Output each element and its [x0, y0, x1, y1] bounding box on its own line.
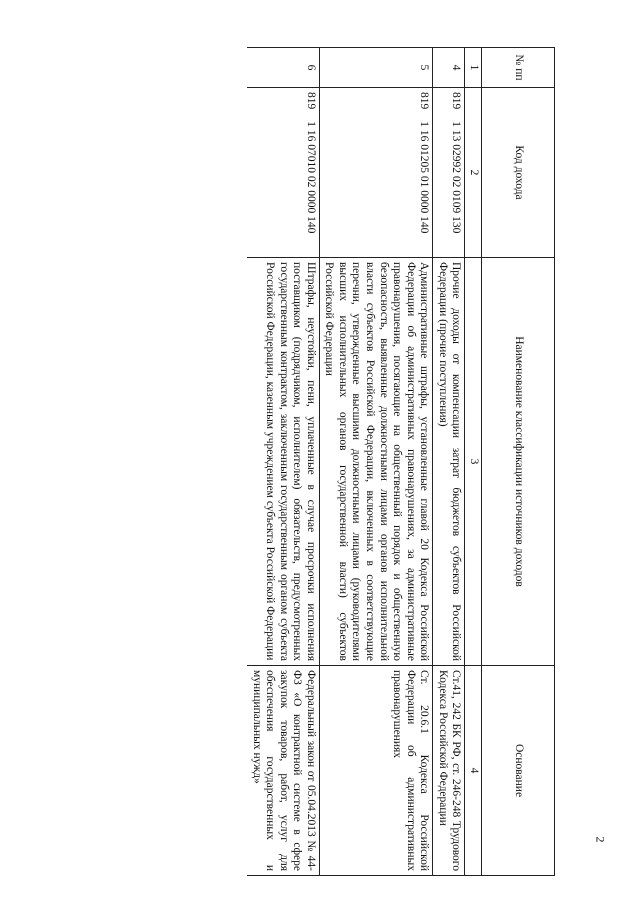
classification-name: Штрафы, неустойки, пени, уплаченные в случае просрочки исполнения поставщиком (подрядчиком, исполнителем) обязательств, предусмотренных государственным контрактом, заключенным государственным органом субъекта Российской Федерации, казенным учреждением субъекта Российской Федерации [247, 258, 319, 666]
row-number: 6 [247, 48, 319, 88]
revenue-code: 1 16 07010 02 0000 140 [304, 121, 317, 234]
header-classification-name: Наименование классификации источников доходов [482, 258, 555, 666]
header-revenue-code: Код дохода [482, 88, 555, 258]
revenue-code: 1 13 02992 02 0109 130 [450, 121, 463, 234]
header-basis: Основание [482, 666, 555, 876]
header-number: № пп [482, 48, 555, 88]
admin-code: 819 [450, 92, 463, 110]
page-number: 2 [593, 836, 608, 843]
admin-code: 819 [304, 92, 317, 110]
revenue-code-cell [319, 88, 433, 258]
table-header-row [482, 48, 555, 876]
row-number: 5 [319, 48, 433, 88]
table-row [319, 48, 433, 876]
column-number-row [465, 48, 482, 876]
column-number: 3 [465, 258, 482, 666]
column-number: 4 [465, 666, 482, 876]
rotated-table-sheet [105, 47, 555, 875]
column-number: 1 [465, 48, 482, 88]
row-number: 4 [433, 48, 465, 88]
revenue-classification-table [247, 47, 555, 876]
revenue-code-cell [433, 88, 465, 258]
table-row [433, 48, 465, 876]
basis: Федеральный закон от 05.04.2013 № 44-ФЗ «О контрактной системе в сфере закупок товаров, работ, услуг для обеспечения государственных и муниципальных нужд» [247, 666, 319, 876]
basis: Ст.41, 242 БК РФ, ст. 246-248 Трудового Кодекса Российской Федерации [433, 666, 465, 876]
basis: Ст. 20.6.1 Кодекса Российской Федерации об административных правонарушениях [319, 666, 433, 876]
table-row [247, 48, 319, 876]
admin-code: 819 [418, 92, 431, 110]
column-number: 2 [465, 88, 482, 258]
revenue-code-cell [247, 88, 319, 258]
classification-name: Прочие доходы от компенсации затрат бюджетов субъектов Российской Федерации (прочие поступления) [433, 258, 465, 666]
classification-name: Административные штрафы, установленные главой 20 Кодекса Российской Федерации об административных правонарушениях, за административные правонарушения, посягающие на общественный порядок и общественную безопасность, выявленные должностными лицами органов исполнительной власти субъектов Российской Федерации, включенных в соответствующие перечни, утвержденные высшими должностными лицами (руководителями высших исполнительных органов государственной власти) субъектов Российской Федерации [319, 258, 433, 666]
revenue-code: 1 16 01205 01 0000 140 [418, 121, 431, 234]
